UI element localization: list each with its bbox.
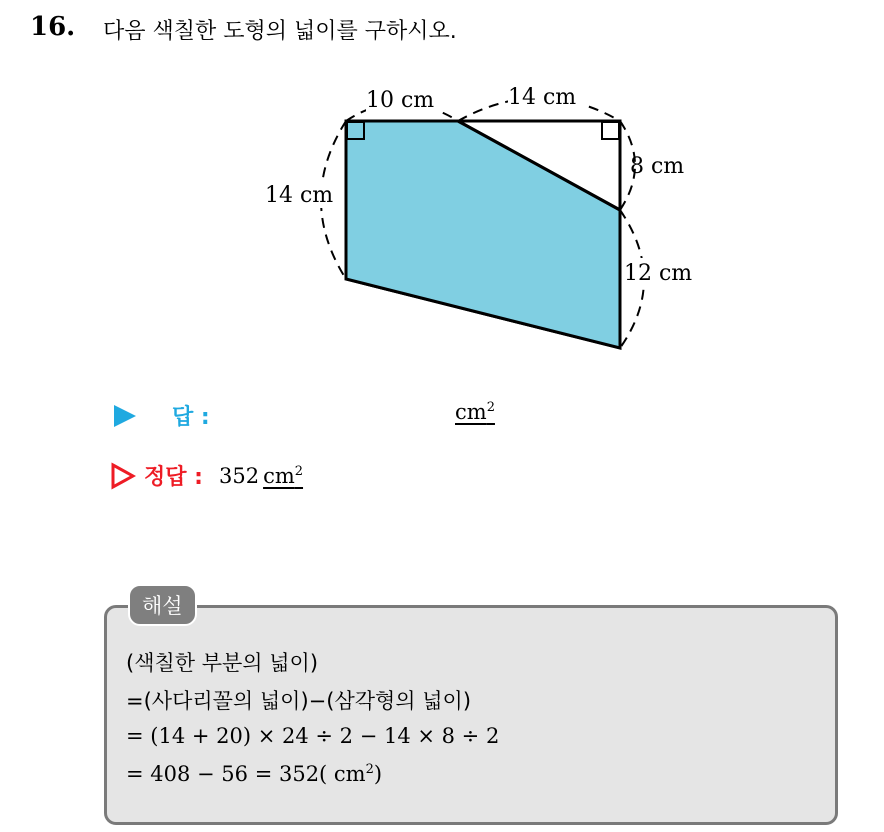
- label-right-upper: 8 cm: [630, 154, 685, 179]
- correct-unit: $cm^2$: [263, 463, 304, 488]
- solution-tag: 해설: [128, 584, 197, 626]
- question-number: 16.: [30, 12, 76, 42]
- answer-unit: $cm^2$: [455, 400, 495, 424]
- correct-answer-row: [110, 460, 303, 491]
- solution-box: [104, 605, 838, 825]
- label-top-right: 14 cm: [508, 85, 577, 110]
- correct-triangle-icon: [110, 462, 136, 490]
- answer-label: 답 :: [172, 405, 210, 430]
- answer-triangle-icon: [112, 403, 138, 429]
- correct-value: 352: [218, 463, 260, 488]
- figure-diagram: [0, 0, 884, 400]
- solution-line-3: = (14 + 20) × 24 ÷ 2 − 14 × 8 ÷ 2: [126, 724, 500, 748]
- solution-line-2: =(사다리꼴의 넓이)−(삼각형의 넓이): [126, 689, 472, 713]
- label-left: 14 cm: [265, 183, 334, 208]
- solution-line-4: = 408 − 56 = 352( $cm^2$): [126, 762, 383, 786]
- right-angle-mark-right: [602, 122, 619, 139]
- question-text: 다음 색칠한 도형의 넓이를 구하시오.: [103, 19, 457, 44]
- label-right-lower: 12 cm: [624, 261, 693, 286]
- solution-line-1: (색칠한 부분의 넓이): [126, 651, 319, 675]
- answer-row: [112, 400, 210, 431]
- correct-label: 정답 :: [144, 465, 203, 490]
- shaded-region: [346, 121, 620, 348]
- label-top-left: 10 cm: [366, 88, 435, 113]
